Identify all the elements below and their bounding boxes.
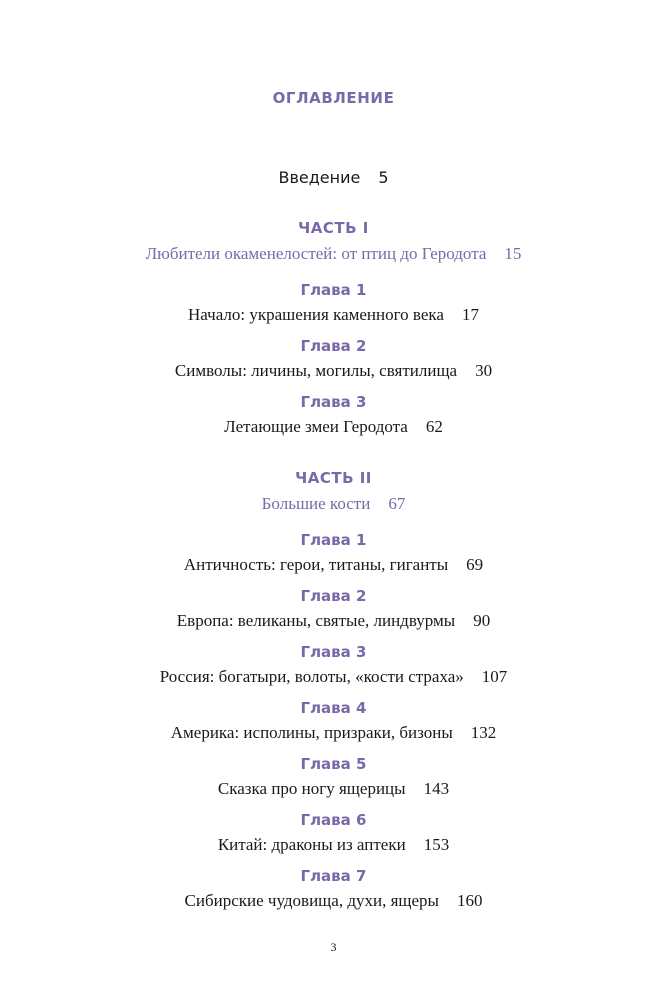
- chapter-entry[interactable]: [0, 611, 667, 631]
- chapter-title: Летающие змеи Геродота: [224, 417, 408, 436]
- chapter-page: 62: [425, 417, 443, 436]
- part1-label: ЧАСТЬ I: [298, 219, 369, 237]
- chapter-page: 160: [456, 891, 483, 910]
- page-number: 3: [330, 940, 337, 954]
- chapter-page: 30: [475, 361, 493, 380]
- intro-title: Введение: [278, 168, 361, 187]
- chapter-title: Россия: богатыри, волоты, «кости страха»: [159, 667, 464, 686]
- part1-title: Любители окаменелостей: от птиц до Геродота: [145, 244, 487, 263]
- chapter-title: Начало: украшения каменного века: [188, 305, 444, 324]
- chapter-label: Глава 6: [300, 811, 367, 829]
- toc-heading: ОГЛАВЛЕНИЕ: [272, 89, 395, 107]
- chapter-entry[interactable]: [0, 555, 667, 575]
- chapter-entry[interactable]: [0, 305, 667, 325]
- chapter-label: Глава 3: [300, 643, 367, 661]
- chapter-entry[interactable]: [0, 779, 667, 799]
- part2-label: ЧАСТЬ II: [295, 469, 372, 487]
- chapter-page: 90: [473, 611, 491, 630]
- chapter-label: Глава 4: [300, 699, 367, 717]
- chapter-page: 107: [481, 667, 508, 686]
- chapter-entry[interactable]: [0, 835, 667, 855]
- chapter-label: Глава 2: [300, 337, 367, 355]
- chapter-label: Глава 1: [300, 281, 367, 299]
- part2-page: 67: [388, 494, 406, 513]
- chapter-page: 69: [466, 555, 484, 574]
- chapter-page: 153: [423, 835, 450, 854]
- chapter-title: Символы: личины, могилы, святилища: [174, 361, 458, 380]
- chapter-entry[interactable]: [0, 667, 667, 687]
- chapter-title: Сказка про ногу ящерицы: [217, 779, 406, 798]
- intro-entry[interactable]: [0, 168, 667, 187]
- chapter-title: Китай: драконы из аптеки: [217, 835, 406, 854]
- chapter-entry[interactable]: [0, 891, 667, 911]
- part2-title: Большие кости: [261, 494, 371, 513]
- part1-entry[interactable]: [0, 244, 667, 264]
- chapter-title: Европа: великаны, святые, линдвурмы: [176, 611, 456, 630]
- chapter-label: Глава 5: [300, 755, 367, 773]
- chapter-entry[interactable]: [0, 723, 667, 743]
- part1-page: 15: [504, 244, 522, 263]
- chapter-page: 143: [423, 779, 450, 798]
- chapter-label: Глава 1: [300, 531, 367, 549]
- chapter-label: Глава 7: [300, 867, 367, 885]
- chapter-entry[interactable]: [0, 417, 667, 437]
- chapter-title: Америка: исполины, призраки, бизоны: [170, 723, 453, 742]
- chapter-label: Глава 2: [300, 587, 367, 605]
- chapter-page: 17: [461, 305, 479, 324]
- chapter-entry[interactable]: [0, 361, 667, 381]
- intro-page: 5: [378, 168, 389, 187]
- chapter-title: Сибирские чудовища, духи, ящеры: [184, 891, 439, 910]
- chapter-title: Античность: герои, титаны, гиганты: [183, 555, 449, 574]
- chapter-label: Глава 3: [300, 393, 367, 411]
- chapter-page: 132: [470, 723, 497, 742]
- part2-entry[interactable]: [0, 494, 667, 514]
